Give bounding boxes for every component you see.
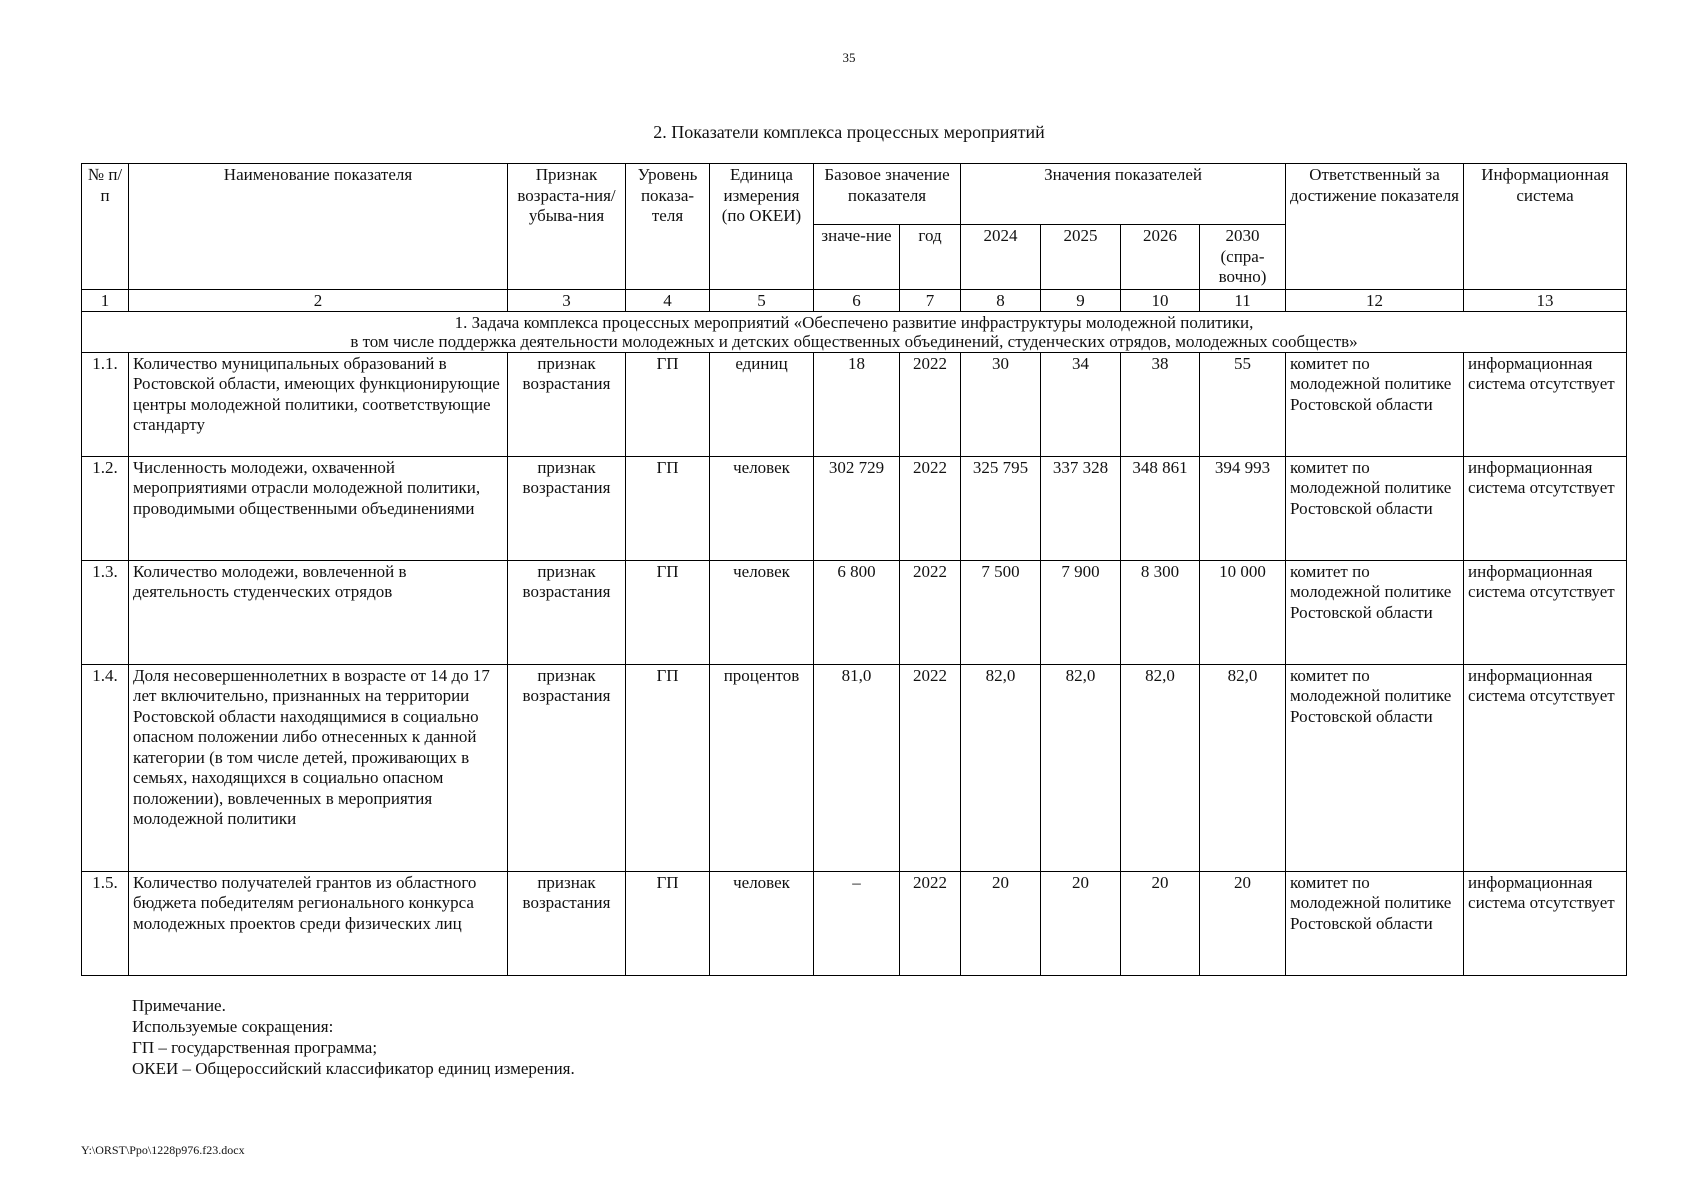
row-indicator-name: Доля несовершеннолетних в возрасте от 14 до 17 лет включительно, признанных на территории Ростовской области находящимися в социально опасном положении либо отнесенных к данной категории (в том числе детей, проживающих в семьях, находящихся в социально опасном положении), вовлеченных в мероприятия молодежной политики: [129, 664, 508, 871]
row-value-2030: 55: [1200, 352, 1286, 456]
row-value-2024: 82,0: [961, 664, 1041, 871]
row-value-2026: 82,0: [1121, 664, 1200, 871]
row-value-2025: 20: [1041, 871, 1121, 975]
row-base-value: 81,0: [814, 664, 900, 871]
row-indicator-name: Количество получателей грантов из областного бюджета победителям регионального конкурса молодежных проектов среди физических лиц: [129, 871, 508, 975]
row-info-system: информационная система отсутствует: [1464, 352, 1627, 456]
row-base-year: 2022: [900, 871, 961, 975]
row-value-2024: 7 500: [961, 560, 1041, 664]
column-numbers-row: [82, 289, 1627, 311]
section-title: 2. Показатели комплекса процессных мероприятий: [653, 122, 1045, 142]
column-number: 11: [1200, 289, 1286, 311]
row-level: ГП: [626, 352, 710, 456]
row-unit: единиц: [710, 352, 814, 456]
table-row: [82, 871, 1627, 975]
row-num: 1.5.: [82, 871, 129, 975]
row-value-2030: 20: [1200, 871, 1286, 975]
row-info-system: информационная система отсутствует: [1464, 871, 1627, 975]
column-number: 8: [961, 289, 1041, 311]
row-value-2026: 8 300: [1121, 560, 1200, 664]
row-base-year: 2022: [900, 664, 961, 871]
row-value-2025: 7 900: [1041, 560, 1121, 664]
table-row: [82, 664, 1627, 871]
task-heading: [82, 311, 1627, 352]
row-value-2026: 348 861: [1121, 456, 1200, 560]
header-year-2024: 2024: [961, 225, 1041, 290]
task-line-2: в том числе поддержка деятельности молодежных и детских общественных объединений, студенческих отрядов, молодежных сообществ»: [350, 331, 1358, 351]
row-base-year: 2022: [900, 352, 961, 456]
row-sign: признак возрастания: [508, 456, 626, 560]
column-number: 10: [1121, 289, 1200, 311]
row-responsible: комитет по молодежной политике Ростовской области: [1286, 560, 1464, 664]
row-responsible: комитет по молодежной политике Ростовской области: [1286, 664, 1464, 871]
table-row: [82, 456, 1627, 560]
header-base-value: значе-ние: [814, 225, 900, 290]
footer-file-path: Y:\ORST\Ppo\1228p976.f23.docx: [81, 1143, 245, 1157]
row-unit: человек: [710, 456, 814, 560]
row-value-2024: 20: [961, 871, 1041, 975]
row-indicator-name: Численность молодежи, охваченной мероприятиями отрасли молодежной политики, проводимыми общественными объединениями: [129, 456, 508, 560]
row-sign: признак возрастания: [508, 664, 626, 871]
row-num: 1.3.: [82, 560, 129, 664]
column-number: 2: [129, 289, 508, 311]
row-value-2025: 34: [1041, 352, 1121, 456]
table-row: [82, 352, 1627, 456]
header-year-2026: 2026: [1121, 225, 1200, 290]
row-value-2030: 394 993: [1200, 456, 1286, 560]
row-value-2026: 20: [1121, 871, 1200, 975]
header-values: Значения показателей: [961, 164, 1286, 225]
task-line-1: 1. Задача комплекса процессных мероприятий «Обеспечено развитие инфраструктуры молодежной политики,: [454, 312, 1254, 332]
row-level: ГП: [626, 456, 710, 560]
table-header: [82, 164, 1627, 312]
row-value-2024: 30: [961, 352, 1041, 456]
column-number: 12: [1286, 289, 1464, 311]
header-name: Наименование показателя: [129, 164, 508, 290]
header-unit: Единица измерения (по ОКЕИ): [710, 164, 814, 290]
row-value-2025: 337 328: [1041, 456, 1121, 560]
row-value-2030: 10 000: [1200, 560, 1286, 664]
column-number: 6: [814, 289, 900, 311]
note-heading: Примечание.: [132, 996, 226, 1015]
row-base-value: 18: [814, 352, 900, 456]
row-sign: признак возрастания: [508, 352, 626, 456]
row-base-value: 302 729: [814, 456, 900, 560]
column-number: 5: [710, 289, 814, 311]
table-row: [82, 560, 1627, 664]
row-info-system: информационная система отсутствует: [1464, 456, 1627, 560]
row-sign: признак возрастания: [508, 560, 626, 664]
column-number: 13: [1464, 289, 1627, 311]
row-base-value: 6 800: [814, 560, 900, 664]
row-unit: процентов: [710, 664, 814, 871]
row-value-2026: 38: [1121, 352, 1200, 456]
row-responsible: комитет по молодежной политике Ростовской области: [1286, 871, 1464, 975]
column-number: 3: [508, 289, 626, 311]
header-base: Базовое значение показателя: [814, 164, 961, 225]
header-year-2025: 2025: [1041, 225, 1121, 290]
page-number: 35: [842, 50, 856, 65]
row-num: 1.4.: [82, 664, 129, 871]
header-num: № п/п: [82, 164, 129, 290]
row-num: 1.1.: [82, 352, 129, 456]
row-indicator-name: Количество муниципальных образований в Ростовской области, имеющих функционирующие центры молодежной политики, соответствующие стандарту: [129, 352, 508, 456]
note-okei: ОКЕИ – Общероссийский классификатор единиц измерения.: [132, 1059, 575, 1078]
row-level: ГП: [626, 871, 710, 975]
header-base-year: год: [900, 225, 961, 290]
row-base-value: –: [814, 871, 900, 975]
column-number: 1: [82, 289, 129, 311]
note-block: [132, 995, 575, 1079]
note-abbr-heading: Используемые сокращения:: [132, 1017, 334, 1036]
row-level: ГП: [626, 560, 710, 664]
row-info-system: информационная система отсутствует: [1464, 664, 1627, 871]
row-indicator-name: Количество молодежи, вовлеченной в деятельность студенческих отрядов: [129, 560, 508, 664]
header-info-system: Информационная система: [1464, 164, 1627, 290]
header-sign: Признак возраста-ния/убыва-ния: [508, 164, 626, 290]
row-base-year: 2022: [900, 560, 961, 664]
row-responsible: комитет по молодежной политике Ростовской области: [1286, 456, 1464, 560]
row-responsible: комитет по молодежной политике Ростовской области: [1286, 352, 1464, 456]
row-info-system: информационная система отсутствует: [1464, 560, 1627, 664]
column-number: 9: [1041, 289, 1121, 311]
row-value-2030: 82,0: [1200, 664, 1286, 871]
row-level: ГП: [626, 664, 710, 871]
column-number: 7: [900, 289, 961, 311]
row-unit: человек: [710, 560, 814, 664]
header-responsible: Ответственный за достижение показателя: [1286, 164, 1464, 290]
indicators-table: [81, 163, 1627, 976]
row-num: 1.2.: [82, 456, 129, 560]
column-number: 4: [626, 289, 710, 311]
row-unit: человек: [710, 871, 814, 975]
header-level: Уровень показа-теля: [626, 164, 710, 290]
header-year-2030: 2030 (спра-вочно): [1200, 225, 1286, 290]
task-row: [82, 311, 1627, 352]
row-sign: признак возрастания: [508, 871, 626, 975]
note-gp: ГП – государственная программа;: [132, 1038, 378, 1057]
row-value-2025: 82,0: [1041, 664, 1121, 871]
row-base-year: 2022: [900, 456, 961, 560]
row-value-2024: 325 795: [961, 456, 1041, 560]
